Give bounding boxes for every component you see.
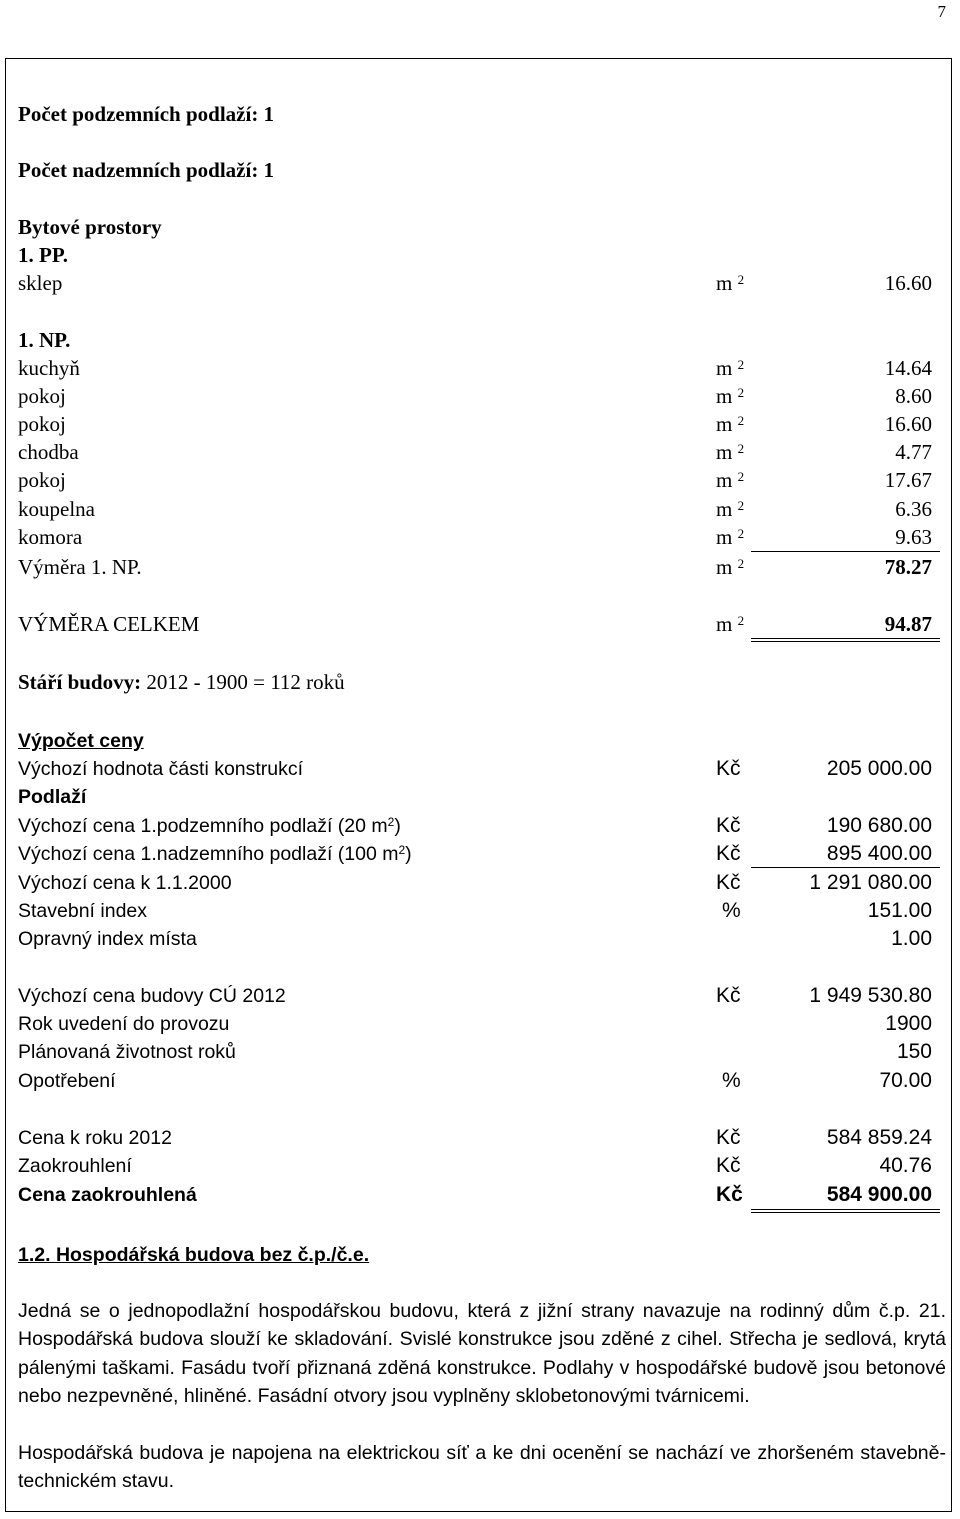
section-title: Bytové prostory: [18, 215, 162, 239]
row-unit: Kč: [716, 1154, 741, 1177]
row-unit: m $^2$: [716, 468, 745, 492]
rounded-price-value: 584 900.00: [826, 1183, 932, 1206]
row-name: Stavební index: [18, 900, 148, 922]
row-name: komora: [18, 525, 83, 549]
pp-label: 1. PP.: [18, 243, 68, 267]
double-line: [751, 1212, 940, 1213]
row-name: pokoj: [18, 468, 66, 492]
sum-line: [751, 551, 940, 552]
total-area-label: VÝMĚRA CELKEM: [18, 612, 200, 636]
floors-heading: Podlaží: [18, 786, 87, 808]
row-value: 70.00: [879, 1069, 932, 1092]
row-name: chodba: [18, 440, 79, 464]
sum-line: [751, 867, 940, 868]
row-value: 205 000.00: [826, 757, 932, 780]
row-name: Cena k roku 2012: [18, 1127, 172, 1149]
row-unit: Kč: [716, 871, 741, 894]
row-unit: m $^2$: [716, 271, 745, 295]
total-area-value: 94.87: [884, 612, 932, 636]
row-unit: Kč: [716, 757, 741, 780]
row-unit: m $^2$: [716, 356, 745, 380]
row-name: Opotřebení: [18, 1070, 116, 1092]
row-name: Opravný index místa: [18, 928, 197, 950]
row-name: Výchozí cena 1.podzemního podlaží (20 $m^2$): [18, 815, 401, 837]
row-value: 150: [896, 1040, 932, 1063]
row-value: 8.60: [895, 384, 932, 408]
row-unit: m $^2$: [716, 497, 745, 521]
double-line: [751, 1209, 940, 1210]
row-value: 6.36: [895, 497, 932, 521]
row-value: 151.00: [867, 899, 932, 922]
row-unit: m $^2$: [716, 525, 745, 549]
calc-heading: Výpočet ceny: [18, 730, 144, 752]
row-value: 1.00: [891, 927, 932, 950]
row-name: Výchozí cena budovy CÚ 2012: [18, 985, 286, 1007]
row-unit: m $^2$: [716, 384, 745, 408]
row-value: 895 400.00: [826, 842, 932, 865]
row-unit: Kč: [716, 814, 741, 837]
row-value: 14.64: [884, 356, 932, 380]
total-area-unit: m $^2$: [716, 612, 745, 636]
row-name: Výchozí cena 1.nadzemního podlaží (100 $m^2$): [18, 843, 412, 865]
row-name: pokoj: [18, 412, 66, 436]
row-value: 40.76: [879, 1154, 932, 1177]
double-line: [751, 638, 940, 639]
row-value: 17.67: [884, 468, 932, 492]
row-name: Zaokrouhlení: [18, 1155, 132, 1177]
double-line: [751, 641, 940, 642]
row-value: 16.60: [884, 271, 932, 295]
row-unit: m $^2$: [716, 440, 745, 464]
row-value: 584 859.24: [826, 1126, 932, 1149]
building-age: Stáří budovy: 2012 - 1900 = 112 roků: [18, 670, 345, 694]
rounded-price-label: Cena zaokrouhlená: [18, 1184, 197, 1206]
row-name: koupelna: [18, 497, 95, 521]
row-value: 1 291 080.00: [809, 871, 932, 894]
row-value: 16.60: [884, 412, 932, 436]
row-value: 4.77: [895, 440, 932, 464]
rounded-price-unit: Kč: [716, 1183, 743, 1206]
np-total-value: 78.27: [884, 555, 932, 579]
row-unit: %: [722, 899, 741, 922]
row-value: 1900: [885, 1012, 932, 1035]
row-value: 1 949 530.80: [809, 984, 932, 1007]
row-name: Plánovaná životnost roků: [18, 1041, 236, 1063]
podzemni-count: Počet podzemních podlaží: 1: [18, 102, 275, 126]
row-value: 190 680.00: [826, 814, 932, 837]
row-unit: m $^2$: [716, 412, 745, 436]
row-name: kuchyň: [18, 356, 80, 380]
row-name: Výchozí cena k 1.1.2000: [18, 872, 232, 894]
section2-paragraph-1: Jedná se o jednopodlažní hospodářskou budovu, která z jižní strany navazuje na rodinný dům č.p. 21. Hospodářská budova slouží ke skladování. Svislé konstrukce jsou zděné z cihel. Střecha je sedlová, krytá pálenými taškami. Fasádu tvoří přiznaná zděná konstrukce. Podlahy v hospodářské budově jsou betonové nebo nezpevněné, hliněné. Fasádní otvory jsou vyplněny sklobetonovými tvárnicemi.: [18, 1300, 946, 1408]
np-total-unit: m $^2$: [716, 555, 745, 579]
content-frame: [5, 58, 952, 1512]
np-label: 1. NP.: [18, 328, 71, 352]
section2-paragraph-2: Hospodářská budova je napojena na elektrickou síť a ke dni ocenění se nachází ve zhoršeném stavebně-technickém stavu.: [18, 1442, 946, 1493]
row-value: 9.63: [895, 525, 932, 549]
row-unit: %: [722, 1069, 741, 1092]
row-unit: Kč: [716, 1126, 741, 1149]
row-name: Rok uvedení do provozu: [18, 1013, 230, 1035]
row-name: pokoj: [18, 384, 66, 408]
np-total-label: Výměra 1. NP.: [18, 555, 142, 579]
page-number: 7: [937, 2, 946, 21]
row-unit: Kč: [716, 842, 741, 865]
row-name: sklep: [18, 271, 63, 295]
row-unit: Kč: [716, 984, 741, 1007]
section2-heading: 1.2. Hospodářská budova bez č.p./č.e.: [18, 1244, 370, 1266]
nadzemni-count: Počet nadzemních podlaží: 1: [18, 158, 275, 182]
row-name: Výchozí hodnota části konstrukcí: [18, 758, 304, 780]
